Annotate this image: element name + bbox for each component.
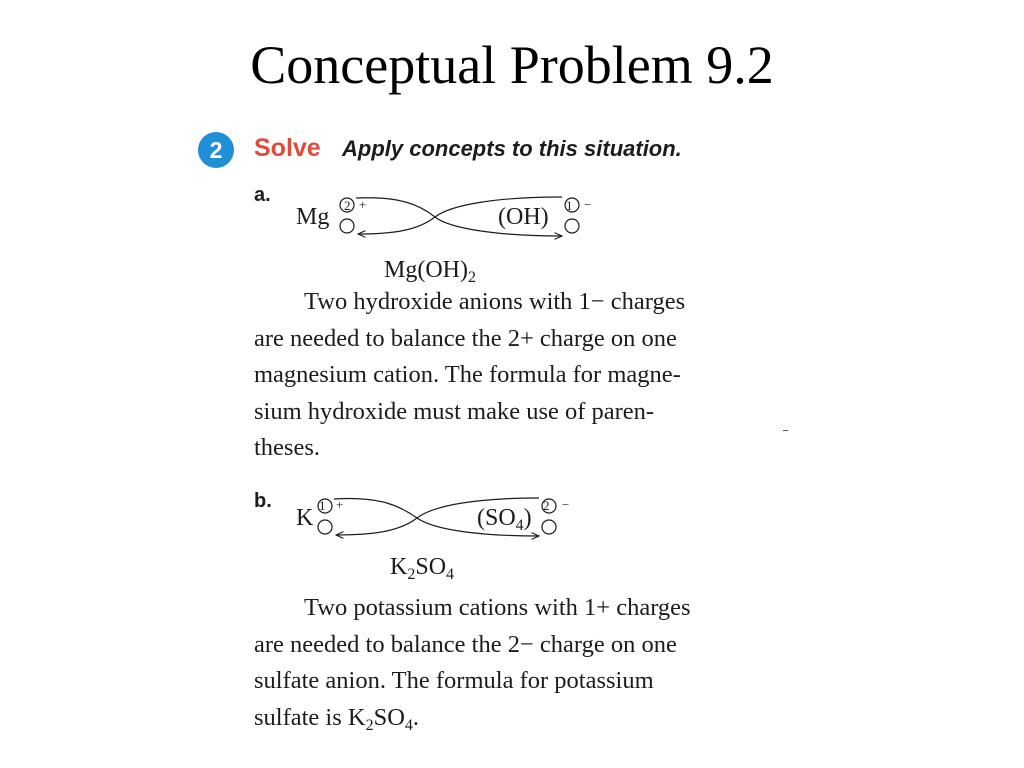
part-b-arrow-anion-to-cation — [336, 498, 539, 535]
part-a-line-1: Two hydroxide anions with 1− charges — [304, 288, 686, 315]
part-b-formula-k-subscript: 2 — [407, 566, 416, 583]
part-b-line-1: Two potassium cations with 1+ charges — [304, 594, 691, 621]
slide-title: Conceptual Problem 9.2 — [250, 35, 774, 95]
part-b-line-3: sulfate anion. The formula for potassium — [254, 667, 654, 695]
part-b-line-4-so: SO — [373, 703, 405, 731]
part-b-formula-so-subscript: 4 — [446, 566, 455, 583]
part-a-line-3: magnesium cation. The formula for magne- — [254, 361, 681, 389]
part-b-cation-charge-sign: + — [336, 497, 344, 512]
part-b-line-2: are needed to balance the 2− charge on one — [254, 630, 677, 658]
part-b-anion-empty-circle — [542, 520, 556, 534]
part-a-cation-charge-value: 2 — [344, 198, 351, 213]
part-b-formula-k: K — [390, 554, 408, 580]
part-b-anion-charge-sign: − — [562, 497, 570, 512]
step-number-badge: 2 — [198, 132, 234, 168]
part-a-anion-charge-sign: − — [584, 197, 592, 212]
part-a-anion-charge-circle — [565, 198, 579, 212]
part-b-anion-open: (SO — [477, 505, 516, 531]
part-a-anion-empty-circle — [565, 219, 579, 233]
part-a-formula-main: Mg(OH) — [384, 257, 468, 283]
part-b-cation-charge-circle — [318, 499, 332, 513]
part-b-anion-subscript: 4 — [515, 517, 524, 534]
part-a-anion: (OH) — [498, 204, 549, 230]
part-a-anion-charge-value: 1 — [566, 198, 573, 213]
part-a-line-4: sium hydroxide must make use of paren- — [254, 397, 655, 425]
part-b-anion-charge-circle — [542, 499, 556, 513]
part-b-arrow-cation-to-anion — [334, 498, 539, 536]
part-a-cation-charge-sign: + — [359, 197, 367, 212]
part-a-arrow-cation-to-anion — [356, 198, 562, 236]
part-a-formula-subscript: 2 — [468, 269, 476, 286]
part-b-cation-empty-circle — [318, 520, 332, 534]
part-b-anion-charge-value: 2 — [543, 498, 550, 513]
part-b-formula-so: SO — [415, 554, 447, 580]
part-a-line-2: are needed to balance the 2+ charge on one — [254, 324, 677, 352]
part-b-line-4-end: . — [412, 703, 420, 731]
part-b-cation: K — [296, 505, 314, 531]
step-label: Solve — [254, 134, 321, 162]
part-a-letter: a. — [254, 184, 271, 206]
part-b-cation-charge-value: 1 — [319, 498, 326, 513]
part-a-arrow-anion-to-cation — [358, 197, 562, 234]
part-a-cation: Mg — [296, 204, 330, 230]
part-a-cation-empty-circle — [340, 219, 354, 233]
part-b-line-4-so-subscript: 4 — [404, 716, 413, 734]
part-b-line-4-k-subscript: 2 — [365, 716, 374, 734]
step-instruction: Apply concepts to this situation. — [342, 136, 682, 161]
part-b-anion-close: ) — [523, 505, 532, 531]
part-a-cation-charge-circle — [340, 198, 354, 212]
part-b-letter: b. — [254, 490, 272, 512]
part-a-line-5: theses. — [254, 434, 320, 462]
part-b-line-4-prefix: sulfate is K — [254, 703, 366, 731]
